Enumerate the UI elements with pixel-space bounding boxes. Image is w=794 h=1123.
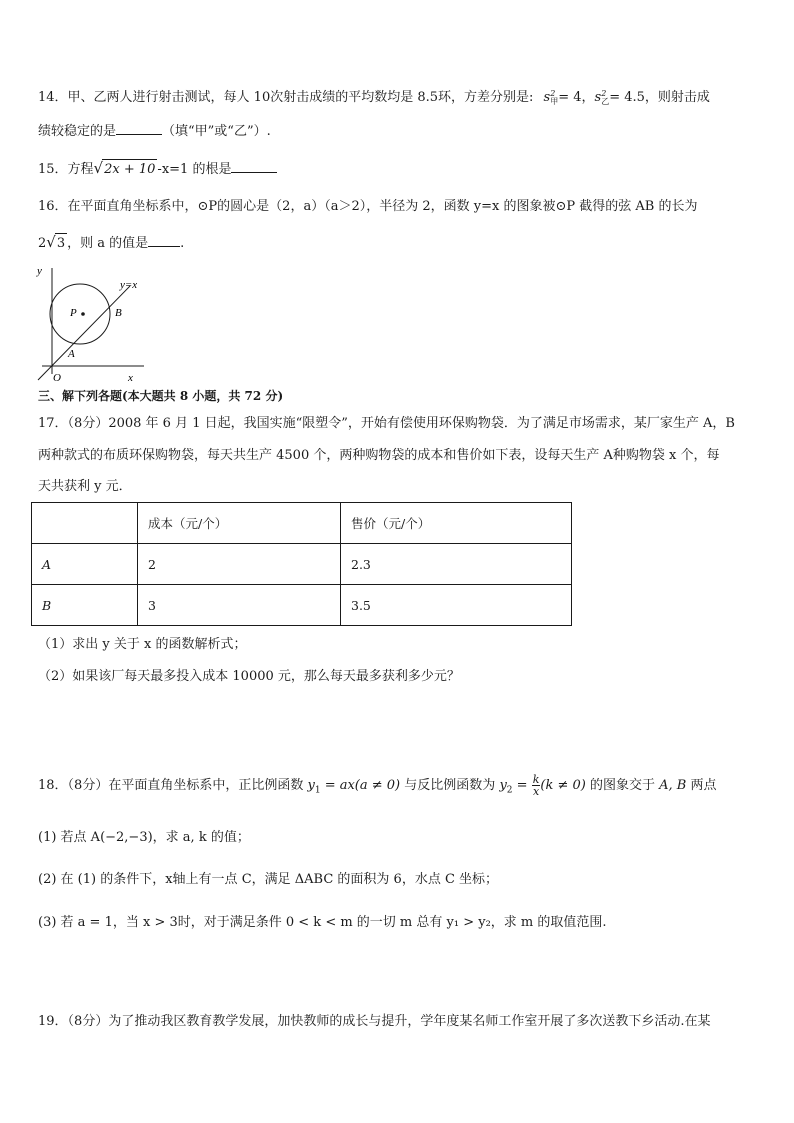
q17-part2: （2）如果该厂每天最多投入成本 10000 元，那么每天最多获利多少元？ [38,669,460,684]
q17-line2: 两种款式的布质环保购物袋，每天共生产 4500 个，两种购物袋的成本和售价如下表，设每天生产 A种购物袋 x 个，每 [38,448,720,463]
table-header-cell: 成本（元/个） [138,503,341,544]
label-y: y [37,265,42,277]
table-cell: B [32,585,138,626]
label-a: A [68,348,75,360]
table-cell: A [32,544,138,585]
label-line: y=x [120,279,138,291]
label-x: x [128,372,133,384]
table-row [32,544,572,585]
q19-line1: 19．（8分）为了推动我区教育教学发展，加快教师的成长与提升，学年度某名师工作室开展了多次送教下乡活动.在某 [38,1014,711,1029]
label-p: P [70,307,77,319]
table-row [32,585,572,626]
table-cell: 3.5 [341,585,572,626]
table-cell: 2 [138,544,341,585]
sqrt-sign-icon: √ [46,233,56,251]
sqrt-sign-icon: √ [93,159,104,177]
center-point [81,312,85,316]
table-cell: 2.3 [341,544,572,585]
variance-yi: s 2 乙 [594,88,610,106]
table-header-cell: 售价（元/个） [341,503,572,544]
answer-blank [116,122,162,135]
fraction-k-over-x: $\frac{k}{x}$ [532,773,540,798]
cost-price-table [31,502,572,626]
circle-p [50,284,110,344]
label-o: O [53,372,61,384]
q18-intro: 18．（8分）在平面直角坐标系中，正比例函数 $y_1 = ax(a \ne 0)$ 与反比例函数为 $y_2$ = $\frac{k}{x}$ (k ≠ 0) 的图象交于 A, B 两点 [38,773,717,798]
answer-blank [231,160,277,173]
circle-line-figure [32,262,152,384]
table-cell: 3 [138,585,341,626]
q17-line3: 天共获利 y 元． [38,479,132,494]
q14-line2: 绩较稳定的是 （填“甲”或“乙”）. [38,124,271,139]
answer-blank [148,234,180,247]
section-heading: 三、解下列各题(本大题共 8 小题，共 72 分) [38,389,284,403]
label-b: B [115,307,122,319]
q15-line: 15．方程√2x + 10 -x=1 的根是 [38,158,277,180]
q17-part1: （1）求出 y 关于 x 的函数解析式； [38,637,247,652]
q17-line1: 17．（8分）2008 年 6 月 1 日起，我国实施“限塑令”，开始有偿使用环保购物袋．为了满足市场需求，某厂家生产 A，B [38,416,735,431]
table-header-cell [32,503,138,544]
table-header-row [32,503,572,544]
variance-jia: s 2 甲 [543,88,559,106]
q16-line1: 16．在平面直角坐标系中，⊙P的圆心是（2，a）（a＞2），半径为 2，函数 y=x 的图象被⊙P 截得的弦 AB 的长为 [38,199,698,214]
q18-part3: (3) 若 a = 1，当 x > 3时，对于满足条件 0 < k < m 的一切 m 总有 y₁ > y₂，求 m 的取值范围. [38,915,607,930]
q18-part2: (2) 在 (1) 的条件下，x轴上有一点 C，满足 ΔABC 的面积为 6，水点 C 坐标； [38,872,499,887]
q16-line2: 2√3 ，则 a 的值是 . [38,232,184,254]
q18-part1: (1) 若点 A(−2,−3)，求 a, k 的值； [38,830,250,845]
q14-line1: 14．甲、乙两人进行射击测试，每人 10次射击成绩的平均数均是 8.5环，方差分别是: s 2 甲 = 4，s 2 乙 = 4.5，则射击成 [38,88,710,106]
